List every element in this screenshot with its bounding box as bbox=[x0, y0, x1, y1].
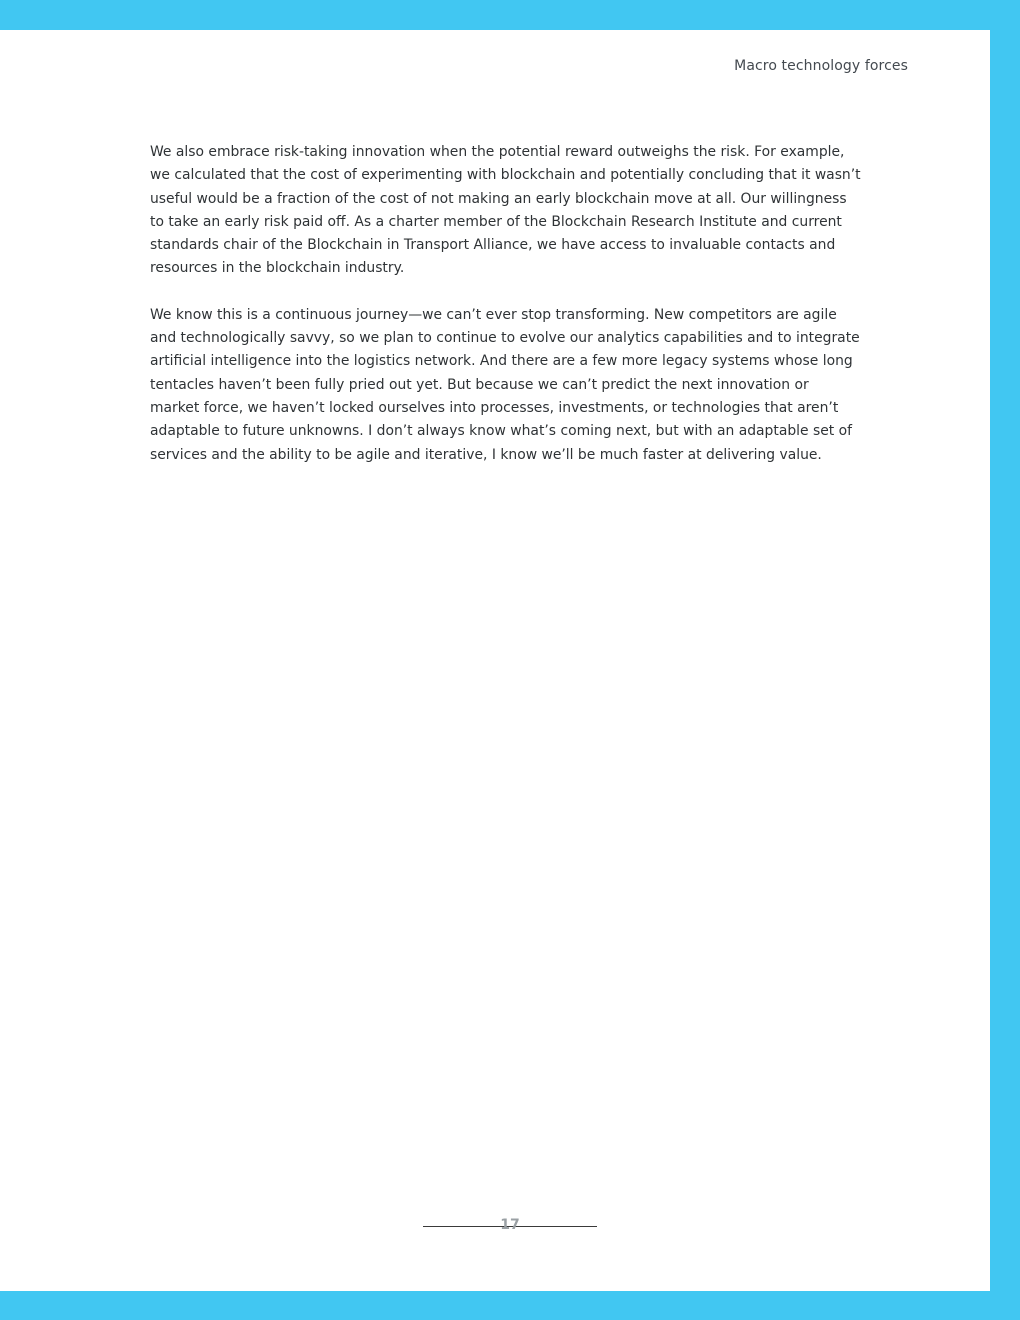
paragraph-2: We know this is a continuous journey—we can’t ever stop transforming. New competitors are agile and technologically savvy, so we plan to continue to evolve our analytics capabilities and to integrate artificial intelligence into the logistics network. And there are a few more legacy systems whose long tentacles haven’t been fully pried out yet. But because we can’t predict the next innovation or market force, we haven’t locked ourselves into processes, investments, or technologies that aren’t adaptable to future unknowns. I don’t always know what’s coming next, but with an adaptable set of services and the ability to be agile and iterative, I know we’ll be much faster at delivering value. bbox=[150, 306, 860, 463]
document-page bbox=[0, 30, 990, 1291]
running-header: Macro technology forces bbox=[734, 58, 908, 74]
body-text bbox=[150, 141, 862, 490]
paragraph-1: We also embrace risk-taking innovation when the potential reward outweighs the risk. For example, we calculated that the cost of experimenting with blockchain and potentially concluding that it wasn’t useful would be a fraction of the cost of not making an early blockchain move at all. Our willingness to take an early risk paid off. As a charter member of the Blockchain Research Institute and current standards chair of the Blockchain in Transport Alliance, we have access to invaluable contacts and resources in the blockchain industry. bbox=[150, 144, 861, 277]
page-number: 17 bbox=[500, 1217, 520, 1233]
